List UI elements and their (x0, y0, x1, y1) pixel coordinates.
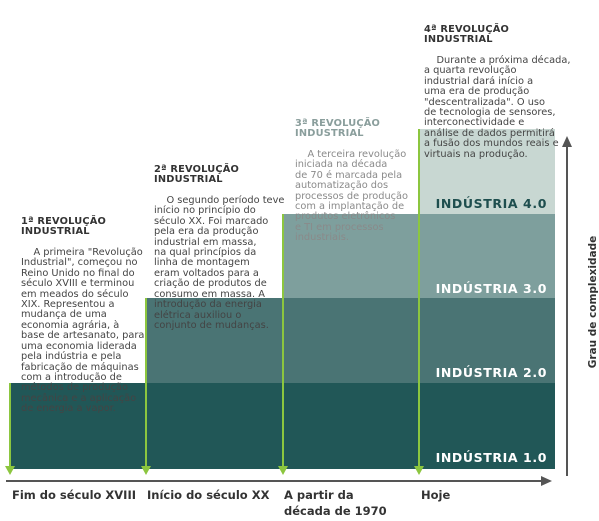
level-2-label: INDÚSTRIA 2.0 (435, 365, 547, 380)
y-axis-label: Grau de complexidade (587, 235, 599, 369)
revolution-1-text: A primeira "Revolução Industrial", começou no Reino Unido no final do século XVIII e terminou em meados do século XIX. Representou a mudança de uma economia agrária, à base de artesanato, para uma economia liderada pela indústria e pela fabricação de máquinas com a introdução de métodos de produção mecânica e a aplicação de energia a vapor. (21, 247, 145, 415)
revolution-4-description (424, 4, 570, 171)
arrow-down-icon (5, 466, 15, 475)
x-axis-label-2: Início do século XX (147, 488, 270, 502)
revolution-3-text: A terceira revolução iniciada na década de 70 é marcada pela automatização dos processos de produção com a implantação de produtos eletrônicos e TI em processos industriais. (295, 149, 409, 244)
level-4-label: INDÚSTRIA 4.0 (435, 196, 547, 211)
arrow-down-icon (141, 466, 151, 475)
revolution-3-title: 3ª REVOLUÇÃO INDUSTRIAL (295, 117, 381, 140)
timeline-marker-4 (418, 129, 420, 468)
revolution-1-title: 1ª REVOLUÇÃO INDUSTRIAL (21, 215, 107, 238)
revolution-2-title: 2ª REVOLUÇÃO INDUSTRIAL (154, 163, 240, 186)
x-axis-label-4: Hoje (421, 488, 451, 502)
timeline-marker-2 (145, 298, 147, 468)
arrow-down-icon (278, 466, 288, 475)
revolution-4-text: Durante a próxima década, a quarta revolução industrial dará início a uma era de produção "descentralizada". O uso de tecnologia de sensores, interconectividade e análise de dados permitirá a fusão dos mundos reais e virtuais na produção. (424, 55, 571, 160)
revolution-2-description (154, 144, 284, 342)
revolution-2-text: O segundo período teve início no princípio do século XX. Foi marcado pela era da produção industrial em massa, na qual princípios da linha de montagem eram voltados para a criação de produtos de consumo em massa. A introdução da energia elétrica auxiliou o conjunto de mudanças. (154, 195, 285, 331)
revolution-1-description (21, 196, 144, 425)
arrow-down-icon (414, 466, 424, 475)
x-axis-label-3: A partir da década de 1970 (284, 488, 387, 518)
revolution-3-description (295, 98, 408, 254)
time-axis (6, 480, 544, 482)
level-1-label: INDÚSTRIA 1.0 (435, 450, 547, 465)
level-3-label: INDÚSTRIA 3.0 (435, 281, 547, 296)
timeline-marker-1 (9, 383, 11, 468)
arrow-right-icon (541, 476, 552, 486)
revolution-4-title: 4ª REVOLUÇÃO INDUSTRIAL (424, 23, 510, 46)
x-axis-label-1: Fim do século XVIII (12, 488, 137, 502)
complexity-axis (566, 146, 568, 476)
